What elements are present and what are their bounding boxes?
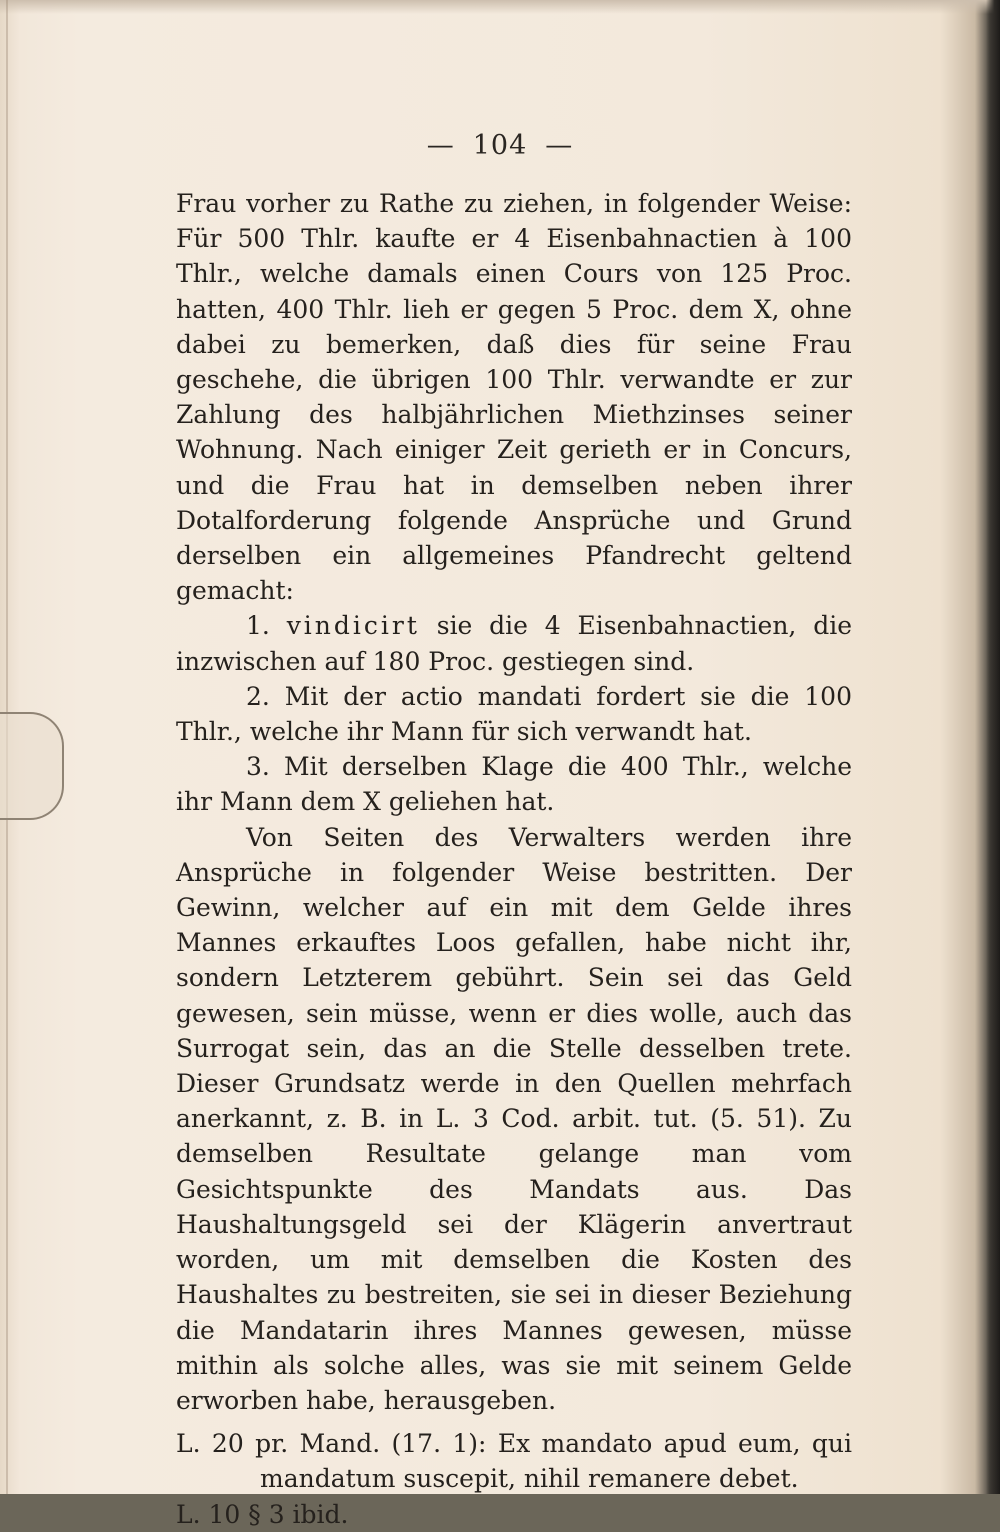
list-item-3: 3. Mit derselben Klage die 400 Thlr., welche ihr Mann dem X geliehen hat. — [176, 752, 852, 817]
citation-line-2: L. 10 § 3 ibid. — [176, 1499, 349, 1529]
page-number-header — [0, 130, 1000, 161]
citation-block — [176, 1426, 852, 1532]
citation-line-1: L. 20 pr. Mand. (17. 1): Ex mandato apud eum, qui mandatum suscepit, nihil remanere debet. — [176, 1429, 852, 1494]
list-item-2: 2. Mit der actio mandati fordert sie die 100 Thlr., welche ihr Mann für sich verwandt hat. — [176, 681, 852, 747]
list-item-1-keyword: vindicirt — [286, 611, 420, 641]
list-item-1-number: 1. — [246, 611, 270, 641]
page-top-edge — [0, 0, 1000, 14]
paragraph-objection: Von Seiten des Verwalters werden ihre Ansprüche in folgender Weise bestritten. Der Gewinn, welcher auf ein mit dem Gelde ihres Mannes erkauftes Loos gefallen, habe nicht ihr, sondern Letzterem gebührt. Sein sei das Geld gewesen, sein müsse, wenn er dies wolle, auch das Surrogat sein, das an die Stelle desselben trete. Dieser Grundsatz werde in den Quellen mehrfach anerkannt, z. B. in L. 3 Cod. arbit. tut. (5. 51). Zu demselben Resultate gelange man vom Gesichtspunkte des Mandats aus. Das Haushaltungsgeld sei der Klägerin anvertraut worden, um mit demselben die Kosten des Haushaltes zu bestreiten, sie sei in dieser Beziehung die Mandatarin ihres Mannes gewesen, müsse mithin als solche alles, was sie mit seinem Gelde erworben habe, herausgeben. — [176, 822, 852, 1415]
list-item-1-text: sie die 4 Eisenbahnactien, die inzwischen auf 180 Proc. gestiegen sind. — [176, 611, 852, 676]
list-item-1 — [176, 608, 852, 678]
paragraph-intro: Frau vorher zu Rathe zu ziehen, in folgender Weise: Für 500 Thlr. kaufte er 4 Eisenbahnactien à 100 Thlr., welche damals einen Cours von 125 Proc. hatten, 400 Thlr. lieh er gegen 5 Proc. dem X, ohne dabei zu bemerken, daß dies für seine Frau geschehe, die übrigen 100 Thlr. verwandte er zur Zahlung des halbjährlichen Miethzinses seiner Wohnung. Nach einiger Zeit gerieth er in Concurs, und die Frau hat in demselben neben ihrer Dotalforderung folgende Ansprüche und Grund derselben ein allgemeines Pfandrecht geltend gemacht: — [176, 189, 852, 606]
book-edge-shadow — [986, 0, 1000, 1494]
header-dash-left: — — [426, 130, 455, 161]
header-dash-right: — — [545, 130, 574, 161]
page-number: 104 — [472, 130, 528, 161]
main-text — [176, 186, 852, 1532]
page-tab-marker — [0, 712, 64, 820]
